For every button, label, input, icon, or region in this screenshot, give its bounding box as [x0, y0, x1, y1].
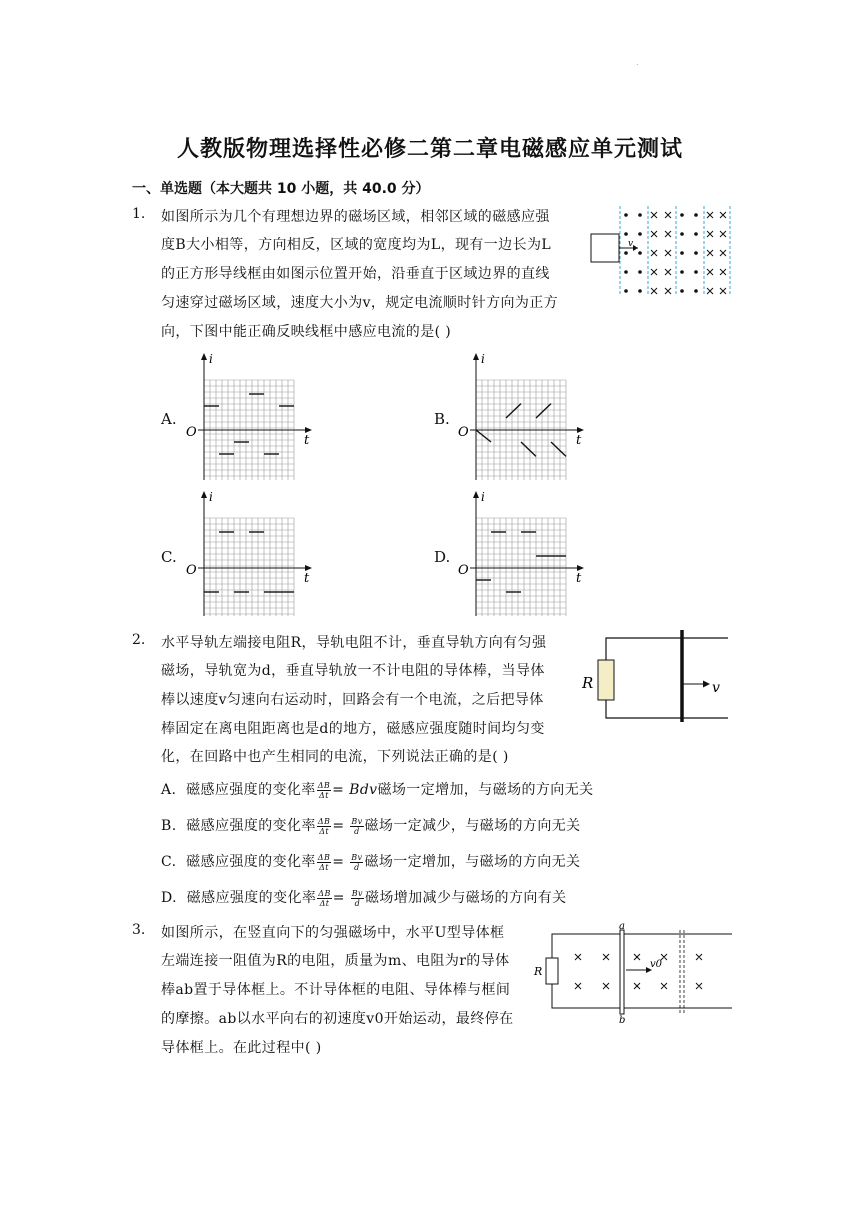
- label-a: a: [619, 921, 625, 932]
- q3-line-4: 的摩擦。ab以水平向右的初速度v0开始运动，最终停在: [161, 1011, 514, 1027]
- t-label: t: [576, 571, 582, 586]
- resistor-icon: [546, 958, 558, 984]
- graph-a: [184, 352, 324, 482]
- i-label: i: [481, 352, 485, 366]
- v-label: v: [628, 239, 634, 249]
- q1-field-figure: [588, 204, 734, 298]
- q3-line-2: 左端连接一阻值为R的电阻，质量为m、电阻为r的导体: [161, 953, 510, 969]
- grid: [204, 518, 294, 616]
- field-dots: [624, 213, 698, 293]
- header-mark: .: [636, 58, 639, 67]
- q2-option-d[interactable]: D. 磁感应强度的变化率 $\frac{\Delta B}{\Delta t}$ = $\frac{Bv}{d}$ 磁场增加减少与磁场的方向有关: [161, 888, 567, 908]
- t-label: t: [304, 433, 310, 448]
- q3-line-5: 导体框上。在此过程中( ): [161, 1040, 322, 1056]
- resistor-label: R: [582, 674, 594, 692]
- v0-label: v0: [650, 959, 663, 970]
- graph-c: [184, 490, 324, 616]
- current-segment-3: [521, 442, 536, 456]
- q2-line-1: 水平导轨左端接电阻R，导轨电阻不计，垂直导轨方向有匀强: [161, 635, 547, 651]
- q1-option-a[interactable]: A.: [161, 410, 177, 428]
- q1-line-5: 向，下图中能正确反映线框中感应电流的是( ): [161, 324, 452, 340]
- i-label: i: [209, 352, 213, 366]
- graph-d: [456, 490, 596, 616]
- label-b: b: [619, 1015, 626, 1026]
- t-label: t: [304, 571, 310, 586]
- q1-line-2: 度B大小相等，方向相反，区域的宽度均为L，现有一边长为L: [161, 237, 552, 253]
- square-loop: [591, 234, 619, 262]
- q2-line-3: 棒以速度v匀速向右运动时，回路会有一个电流，之后把导体: [161, 692, 544, 708]
- graph-b: [456, 352, 596, 482]
- q2-option-c[interactable]: C. 磁感应强度的变化率 $\frac{\Delta B}{\Delta t}$ = $\frac{Bv}{d}$ 磁场一定增加，与磁场的方向无关: [161, 852, 581, 872]
- t-label: t: [576, 433, 582, 448]
- q2-circuit-figure: [578, 628, 734, 724]
- q1-option-c[interactable]: C.: [161, 548, 177, 566]
- i-label: i: [209, 490, 213, 504]
- resistor-label: R: [534, 965, 543, 978]
- q1-number: 1.: [132, 206, 146, 222]
- i-label: i: [481, 490, 485, 504]
- q2-option-a[interactable]: A. 磁感应强度的变化率 $\frac{\Delta B}{\Delta t}$ = Bdv磁场一定增加，与磁场的方向无关: [161, 780, 594, 800]
- grid: [476, 518, 566, 616]
- section-heading: 一、单选题（本大题共 10 小题，共 40.0 分）: [132, 181, 430, 197]
- q1-line-1: 如图所示为几个有理想边界的磁场区域，相邻区域的磁感应强: [161, 209, 550, 225]
- q2-line-2: 磁场，导轨宽为d，垂直导轨放一不计电阻的导体棒，当导体: [161, 663, 545, 679]
- q2-line-4: 棒固定在离电阻距离也是d的地方，磁感应强度随时间均匀变: [161, 721, 545, 737]
- rod-ab: [620, 930, 624, 1014]
- origin-label: O: [186, 425, 197, 440]
- origin-label: O: [458, 425, 469, 440]
- velocity-label: v: [712, 680, 720, 696]
- q3-line-3: 棒ab置于导体框上。不计导体框的电阻、导体棒与框间: [161, 982, 511, 998]
- resistor-icon: [598, 660, 614, 700]
- origin-label: O: [186, 563, 197, 578]
- q1-option-b[interactable]: B.: [434, 410, 450, 428]
- origin-label: O: [458, 563, 469, 578]
- q3-number: 3.: [132, 922, 146, 938]
- q1-line-3: 的正方形导线框由如图示位置开始，沿垂直于区域边界的直线: [161, 266, 550, 282]
- q2-option-b[interactable]: B. 磁感应强度的变化率 $\frac{\Delta B}{\Delta t}$ = $\frac{Bv}{d}$ 磁场一定减少，与磁场的方向无关: [161, 816, 581, 836]
- q3-line-1: 如图所示，在竖直向下的匀强磁场中，水平U型导体框: [161, 925, 505, 941]
- page-title: 人教版物理选择性必修二第二章电磁感应单元测试: [176, 137, 683, 162]
- q1-option-d[interactable]: D.: [434, 548, 451, 566]
- q1-line-4: 匀速穿过磁场区域，速度大小为v，规定电流顺时针方向为正方: [161, 295, 559, 311]
- q2-line-5: 化，在回路中也产生相同的电流，下列说法正确的是( ): [161, 749, 509, 765]
- current-segment-5: [551, 442, 566, 456]
- q2-number: 2.: [132, 632, 146, 648]
- field-crosses: [651, 212, 726, 294]
- q3-frame-figure: [530, 920, 734, 1026]
